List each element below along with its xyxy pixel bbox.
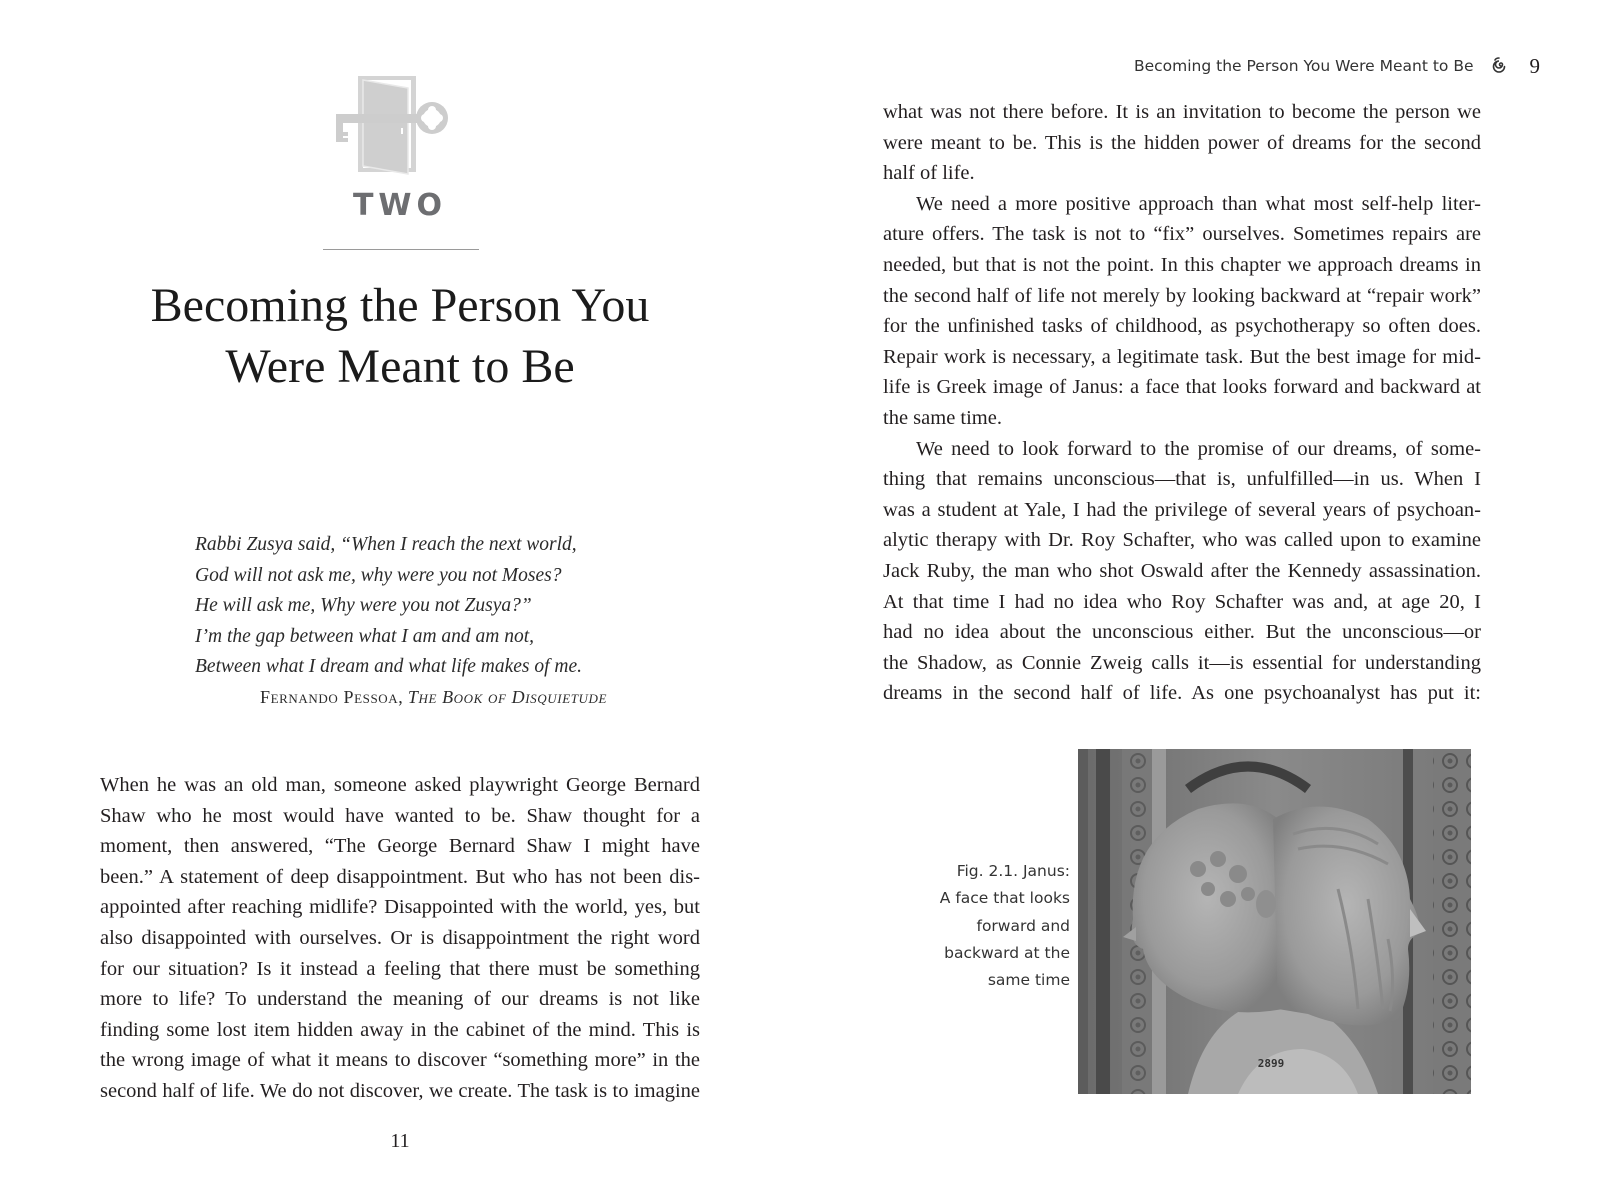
- spiral-ornament-icon: [1492, 57, 1510, 75]
- caption-line: Fig. 2.1. Janus:: [956, 862, 1070, 880]
- text-line: Repair work is necessary, a legitimate task. But the best image for mid-: [883, 345, 1481, 368]
- chapter-title-line: Were Meant to Be: [225, 340, 575, 393]
- text-line: the second half of life not merely by looking backward at “repair work”: [883, 284, 1481, 307]
- text-line: were meant to be. This is the hidden power of dreams for the second: [883, 131, 1481, 154]
- text-line: more to life? To understand the meaning of our dreams is not like: [100, 988, 700, 1011]
- running-head-title: Becoming the Person You Were Meant to Be: [1133, 57, 1474, 75]
- door-and-key-icon: [332, 74, 450, 178]
- attribution-author: Fernando Pessoa,: [260, 687, 404, 707]
- chapter-title: [80, 275, 720, 397]
- text-line: When he was an old man, someone asked playwright George Bernard: [100, 774, 700, 796]
- body-text: [100, 770, 700, 1107]
- right-page: [800, 0, 1600, 1200]
- caption-line: A face that looks: [939, 889, 1070, 908]
- text-line: the Shadow, as Connie Zweig calls it—is essential for understanding: [883, 651, 1481, 674]
- text-line: second half of life. We do not discover, we create. The task is to imagine: [100, 1079, 700, 1102]
- epigraph-attribution: [260, 687, 607, 708]
- page-number: 11: [390, 1130, 410, 1152]
- text-line: We need a more positive approach than what most self-help liter-: [916, 192, 1481, 215]
- text-line: was a student at Yale, I had the privilege of several years of psychoan-: [883, 498, 1481, 521]
- text-line: the wrong image of what it means to discover “something more” in the: [100, 1049, 700, 1072]
- text-line: thing that remains unconscious—that is, unfulfilled—in us. When I: [883, 468, 1481, 491]
- text-line: the same time.: [883, 406, 1002, 429]
- page-number: 9: [1529, 53, 1540, 78]
- epigraph: [195, 530, 655, 683]
- janus-bust-photo: [1078, 749, 1471, 1094]
- text-line: moment, then answered, “The George Bernard Shaw I might have: [100, 835, 700, 858]
- text-line: had no idea about the unconscious either. But the unconscious—or: [883, 621, 1481, 644]
- epigraph-line: Between what I dream and what life makes of me.: [195, 656, 583, 677]
- text-line: been.” A statement of deep disappointment. But who has not been dis-: [100, 865, 700, 888]
- figure-caption: [895, 858, 1070, 994]
- text-line: At that time I had no idea who Roy Schafter was and, at age 20, I: [883, 590, 1481, 613]
- epigraph-line: Rabbi Zusya said, “When I reach the next world,: [195, 534, 577, 555]
- text-line: Shaw who he most would have wanted to be. Shaw thought for a: [100, 804, 700, 827]
- caption-line: backward at the: [944, 943, 1070, 962]
- epigraph-line: God will not ask me, why were you not Moses?: [195, 564, 562, 586]
- chapter-divider: [323, 249, 479, 250]
- epigraph-line: I’m the gap between what I am and am not,: [195, 625, 535, 647]
- text-line: what was not there before. It is an invitation to become the person we: [883, 101, 1481, 123]
- text-line: finding some lost item hidden away in the cabinet of the mind. This is: [100, 1018, 700, 1041]
- text-line: dreams in the second half of life. As one psychoanalyst has put it:: [883, 682, 1481, 705]
- chapter-number: TWO: [352, 188, 448, 223]
- text-line: We need to look forward to the promise of our dreams, of some-: [916, 437, 1481, 460]
- chapter-title-line: Becoming the Person You: [150, 279, 650, 332]
- text-line: also disappointed with ourselves. Or is disappointment the right word: [100, 926, 700, 949]
- text-line: alytic therapy with Dr. Roy Schafter, who was called upon to examine: [883, 529, 1481, 552]
- text-line: half of life.: [883, 162, 975, 185]
- running-head: [1030, 53, 1540, 79]
- caption-line: same time: [987, 971, 1070, 990]
- text-line: life is Greek image of Janus: a face that looks forward and backward at: [883, 376, 1481, 399]
- caption-line: forward and: [976, 916, 1070, 935]
- bust-inscription: 2899: [1257, 1057, 1285, 1070]
- text-line: needed, but that is not the point. In this chapter we approach dreams in: [883, 253, 1481, 276]
- epigraph-line: He will ask me, Why were you not Zusya?”: [195, 595, 532, 616]
- text-line: appointed after reaching midlife? Disappointed with the world, yes, but: [100, 896, 700, 919]
- text-line: for our situation? Is it instead a feeling that there must be something: [100, 957, 700, 980]
- text-line: ature offers. The task is not to “fix” ourselves. Sometimes repairs are: [883, 223, 1481, 246]
- text-line: for the unfinished tasks of childhood, as psychotherapy so often does.: [883, 315, 1481, 338]
- attribution-work: The Book of Disquietude: [407, 687, 608, 707]
- body-text: [883, 97, 1481, 709]
- text-line: Jack Ruby, the man who shot Oswald after the Kennedy assassination.: [883, 559, 1481, 582]
